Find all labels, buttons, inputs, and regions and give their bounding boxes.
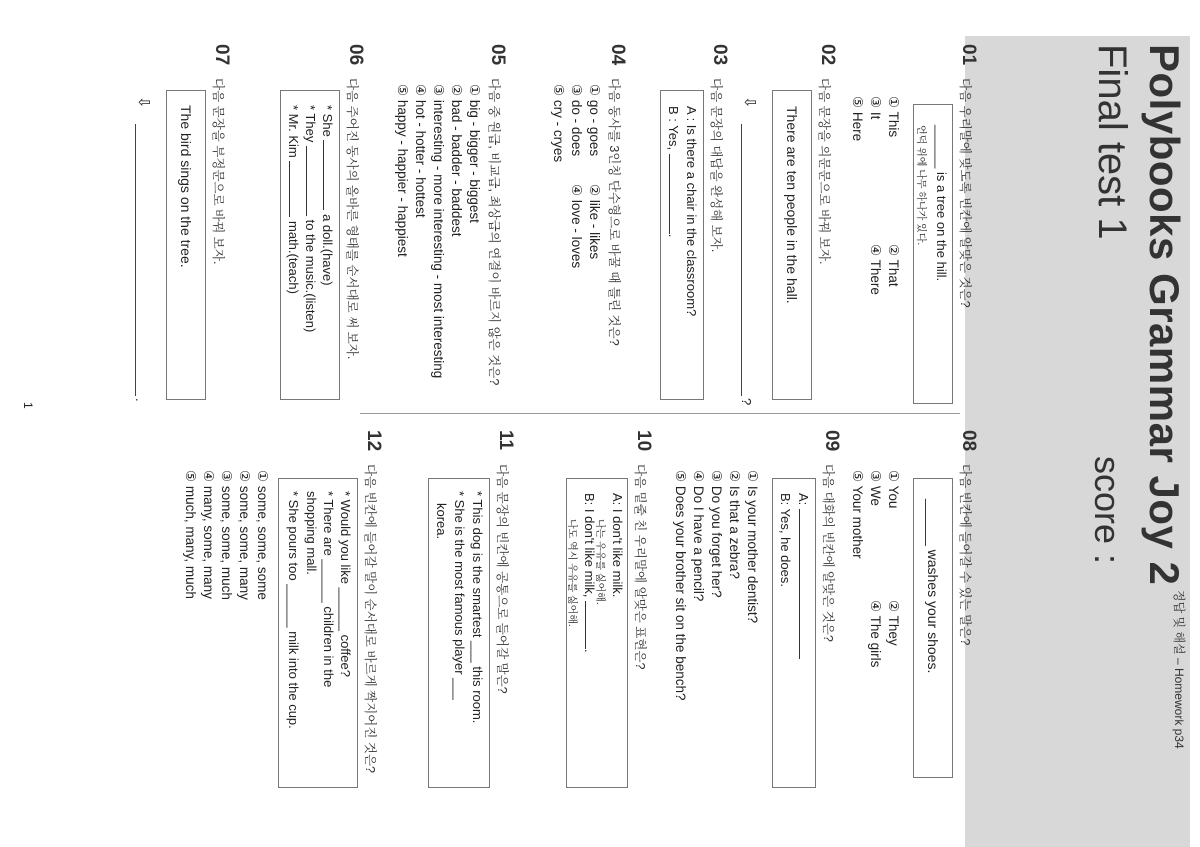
question-text: 다음 대화의 빈칸에 알맞은 것은? (821, 464, 835, 642)
answer-line (741, 124, 742, 396)
option-3: ③ do - does (569, 84, 584, 157)
question-box (772, 478, 816, 788)
option-5: ⑤ happy - happier - happiest (395, 84, 410, 257)
answer-prefix: B : Yes, (666, 106, 681, 154)
question-text: 다음 빈칸에 들어갈 수 있는 말은? (958, 464, 972, 646)
option-5: ⑤ Does your brother sit on the bench? (673, 470, 688, 701)
option-3: ③ Do you forget her? (709, 470, 724, 598)
option-1: ① some, some, some (255, 470, 270, 600)
box-line-a: A: I don't like milk. (610, 493, 625, 598)
sentence-1: * This dog is the smartest ___ this room. (470, 491, 485, 724)
sentence-3: * She pours too ______ milk into the cup. (286, 491, 301, 729)
fill-line-2 (303, 105, 318, 332)
question-text: 다음 중 원급, 비교급, 최상급의 연결이 바르지 않은 것은? (487, 78, 501, 386)
box-hint-a: 나는 우유를 싫어해. (594, 519, 605, 605)
question-text: 다음 빈칸에 들어갈 말이 순서대로 바르게 짝지어진 것은? (363, 464, 377, 773)
column-divider (360, 413, 960, 414)
answer-blank[interactable] (799, 509, 811, 659)
question-text: 다음 문장의 대답을 완성해 보자. (709, 78, 723, 253)
option-4: ④ The girls (868, 600, 883, 668)
question-number: 09 (821, 430, 842, 452)
option-3: ③ some, some, much (219, 470, 234, 600)
option-4: ④ many, some, many (201, 470, 216, 599)
answer-line (135, 124, 136, 396)
fill-blank[interactable] (306, 146, 318, 216)
fill-rest: a doll.(have) (320, 214, 335, 286)
box-hint-b: 나도 역시 우유를 싫어해. (566, 519, 577, 627)
question-box (166, 90, 206, 400)
fill-subject: * Mr. Kim (286, 105, 301, 158)
box-line-a (796, 493, 811, 659)
box-sentence: ______ washes your shoes. (925, 499, 941, 674)
option-2: ② They (886, 600, 901, 646)
question-text: 다음 밑줄 친 우리말에 알맞은 표현은? (633, 464, 647, 670)
question-text: 다음 우리말에 맞도록 빈칸에 알맞은 것은? (958, 78, 972, 308)
score-label: score : (1087, 456, 1128, 565)
arrow-down-icon: ⇩ (741, 96, 758, 109)
speaker-b: B: I don't like milk, (582, 493, 597, 601)
question-box (660, 90, 704, 400)
question-number: 12 (363, 430, 384, 452)
question-number: 02 (817, 44, 838, 66)
option-4: ④ There (868, 244, 883, 295)
answer-end: . (666, 233, 681, 238)
fill-subject: * They (303, 105, 318, 143)
question-box (278, 478, 358, 788)
box-sentence: The bird sings on the tree. (178, 105, 194, 268)
box-line-b: B: Yes, he does. (778, 493, 793, 587)
fill-subject: * She (320, 105, 335, 137)
option-2: ② like - likes (587, 184, 602, 260)
answer-blank[interactable] (669, 154, 681, 234)
option-4: ④ love - loves (569, 184, 584, 269)
option-5: ⑤ cry - cryes (551, 84, 566, 163)
option-1: ① This (886, 96, 901, 138)
page-title: Polybooks Grammar Joy 2 (1141, 44, 1188, 586)
question-number: 03 (709, 44, 730, 66)
option-4: ④ hot - hotter - hottest (413, 84, 428, 218)
question-box (566, 478, 628, 788)
option-5: ⑤ Here (850, 96, 865, 142)
question-number: 11 (495, 430, 516, 451)
question-number: 06 (345, 44, 366, 66)
option-5: ⑤ much, many, much (183, 470, 198, 599)
fill-line-3 (286, 105, 301, 294)
box-line-a: A : Is there a chair in the classroom? (684, 106, 699, 317)
question-box (280, 90, 340, 400)
sentence-1: * Would you like ______ coffee? (338, 491, 353, 677)
sentence-2-cont: shopping mall. (304, 491, 319, 575)
question-text: 다음 문장을 의문문으로 바꿔 보자. (817, 78, 831, 265)
box-translation: 언덕 위에 나무 하나가 있다. (915, 125, 926, 246)
box-sentence: ______ is a tree on the hill. (934, 125, 949, 282)
option-3: ③ interesting - more interesting - most interesting (431, 84, 446, 379)
option-2: ② bad - badder - baddest (449, 84, 464, 237)
page-number: 1 (21, 402, 35, 409)
answer-end: ? (739, 398, 754, 406)
answer-note: 정답 및 해설 – Homework p34 (1172, 590, 1186, 749)
sentence-2: * She is the most famous player ___ (452, 491, 467, 700)
option-2: ② some, some, many (237, 470, 252, 600)
answer-end: . (582, 648, 597, 653)
option-1: ① go - goes (587, 84, 602, 157)
box-line-b (582, 493, 597, 653)
question-text: 다음 동사를 3인칭 단수형으로 바꿀 때 틀린 것은? (607, 78, 621, 346)
question-box (913, 104, 953, 404)
box-sentence: There are ten people in the hall. (784, 106, 800, 304)
option-1: ① Is your mother dentist? (745, 470, 760, 624)
sentence-2-cont: korea. (434, 503, 449, 540)
answer-end: . (133, 398, 148, 402)
question-number: 01 (958, 44, 979, 66)
question-number: 10 (633, 430, 654, 452)
option-1: ① You (886, 470, 901, 509)
question-box (428, 478, 490, 788)
fill-blank[interactable] (323, 140, 335, 210)
option-2: ② That (886, 244, 901, 287)
question-text: 다음 문장의 빈칸에 공통으로 들어갈 말은? (495, 464, 509, 694)
question-box (913, 478, 953, 778)
answer-blank[interactable] (585, 601, 597, 649)
fill-rest: math.(teach) (286, 220, 301, 294)
question-number: 08 (958, 430, 979, 452)
box-line-b (666, 106, 681, 237)
option-2: ② Is that a zebra? (727, 470, 742, 579)
option-4: ④ Do I have a pencil? (691, 470, 706, 602)
question-number: 07 (211, 44, 232, 66)
option-1: ① big - bigger - biggest (467, 84, 482, 223)
option-5: ⑤ Your mother (850, 470, 865, 559)
option-3: ③ It (868, 96, 883, 120)
question-box (772, 90, 812, 400)
page-subtitle: Final test 1 (1090, 44, 1134, 240)
question-number: 05 (487, 44, 508, 66)
option-3: ③ We (868, 470, 883, 506)
sentence-2: * There are ______ children in the (321, 491, 336, 688)
fill-blank[interactable] (289, 161, 301, 217)
speaker-a: A: (796, 493, 811, 509)
question-number: 04 (607, 44, 628, 66)
question-text: 다음 주어진 동사의 올바른 형태를 순서대로 써 보자. (345, 78, 359, 360)
fill-line-1 (320, 105, 335, 286)
arrow-down-icon: ⇩ (135, 96, 152, 109)
question-text: 다음 문장을 부정문으로 바꿔 보자. (211, 78, 225, 265)
fill-rest: to the music.(listen) (303, 219, 318, 333)
